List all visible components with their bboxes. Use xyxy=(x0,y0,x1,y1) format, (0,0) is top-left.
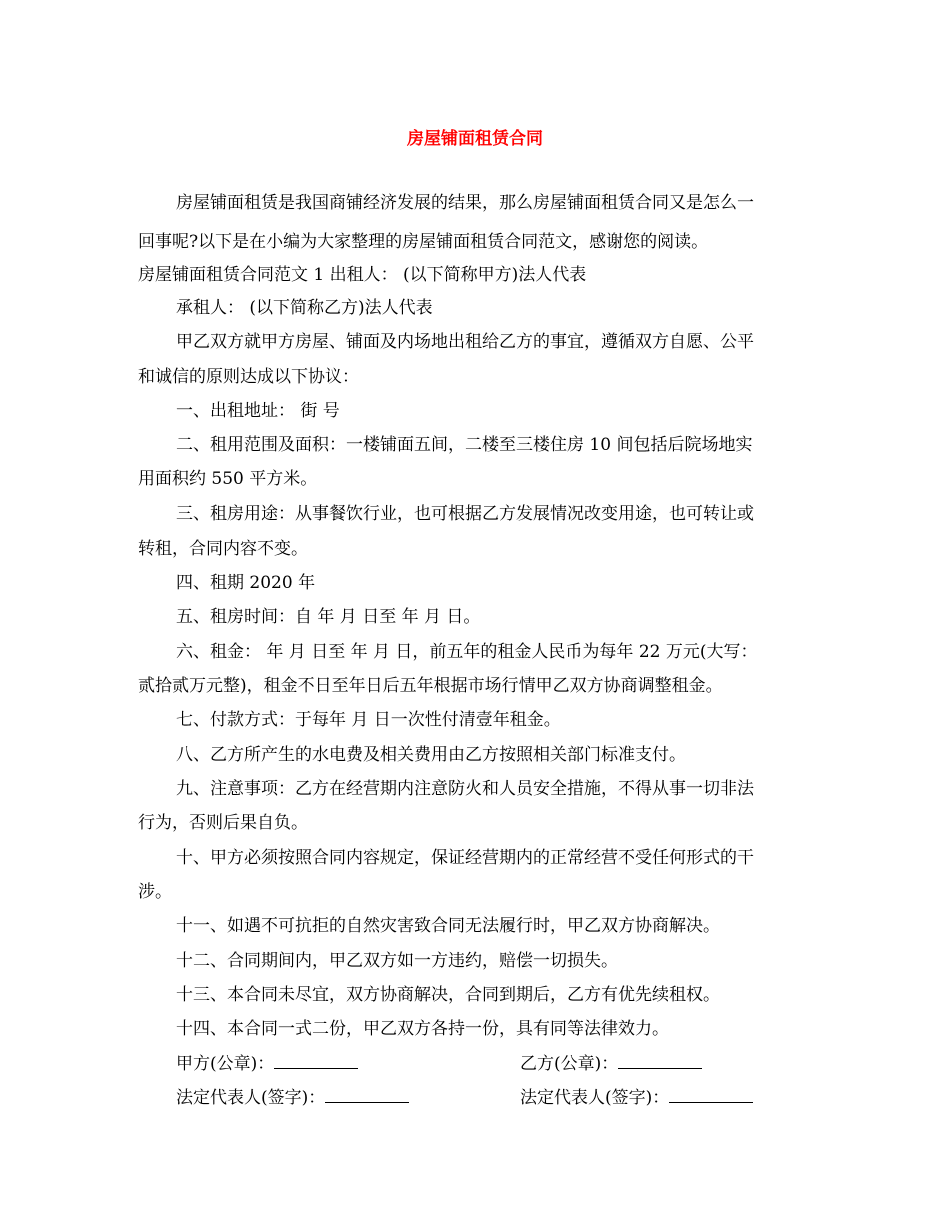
paragraph-line: 行为，否则后果自负。 xyxy=(138,813,308,833)
paragraph-line: 四、租期 2020 年 xyxy=(176,573,316,593)
paragraph-line: 五、租房时间：自 年 月 日至 年 月 日。 xyxy=(176,607,481,627)
paragraph-line: 七、付款方式：于每年 月 日一次性付清壹年租金。 xyxy=(176,710,561,730)
paragraph-line: 十四、本合同一式二份，甲乙双方各持一份，具有同等法律效力。 xyxy=(176,1019,669,1039)
paragraph-line: 甲乙双方就甲方房屋、铺面及内场地出租给乙方的事宜，遵循双方自愿、公平 xyxy=(176,332,754,352)
paragraph-line: 房屋铺面租赁合同范文 1 出租人： (以下简称甲方)法人代表 xyxy=(138,265,587,285)
party-a-seal-field xyxy=(176,1054,358,1074)
paragraph-line: 六、租金： 年 月 日至 年 月 日，前五年的租金人民币为每年 22 万元(大写： xyxy=(176,642,758,662)
party-a-seal-label: 甲方(公章)： xyxy=(176,1054,275,1074)
paragraph-line: 十二、合同期间内，甲乙双方如一方违约，赔偿一切损失。 xyxy=(176,951,618,971)
paragraph-line: 房屋铺面租赁是我国商铺经济发展的结果，那么房屋铺面租赁合同又是怎么一 xyxy=(176,193,754,213)
paragraph-line: 一、出租地址： 街 号 xyxy=(176,401,340,421)
paragraph-line: 九、注意事项：乙方在经营期内注意防火和人员安全措施，不得从事一切非法 xyxy=(176,779,754,799)
paragraph-line: 十、甲方必须按照合同内容规定，保证经营期内的正常经营不受任何形式的干 xyxy=(176,848,754,868)
party-b-seal-field xyxy=(520,1054,702,1074)
party-a-rep-label: 法定代表人(签字)： xyxy=(176,1088,326,1108)
paragraph-line: 十三、本合同未尽宜，双方协商解决，合同到期后，乙方有优先续租权。 xyxy=(176,985,720,1005)
paragraph-line: 三、租房用途：从事餐饮行业，也可根据乙方发展情况改变用途，也可转让或 xyxy=(176,504,754,524)
paragraph-line: 和诚信的原则达成以下协议： xyxy=(138,367,359,387)
paragraph-line: 贰拾贰万元整)，租金不日至年日后五年根据市场行情甲乙双方协商调整租金。 xyxy=(138,676,723,696)
party-b-rep-field xyxy=(520,1088,753,1108)
document-title: 房屋铺面租赁合同 xyxy=(407,129,543,149)
party-b-rep-label: 法定代表人(签字)： xyxy=(520,1088,670,1108)
party-b-seal-blank[interactable] xyxy=(618,1054,702,1069)
paragraph-line: 转租，合同内容不变。 xyxy=(138,539,308,559)
party-a-rep-field xyxy=(176,1088,409,1108)
paragraph-line: 涉。 xyxy=(138,882,172,902)
party-a-seal-blank[interactable] xyxy=(274,1054,358,1069)
party-b-seal-label: 乙方(公章)： xyxy=(520,1054,619,1074)
paragraph-line: 用面积约 550 平方米。 xyxy=(138,469,318,489)
paragraph-line: 八、乙方所产生的水电费及相关费用由乙方按照相关部门标准支付。 xyxy=(176,745,686,765)
paragraph-line: 承租人： (以下简称乙方)法人代表 xyxy=(176,298,433,318)
party-b-rep-blank[interactable] xyxy=(669,1088,753,1103)
paragraph-line: 回事呢?以下是在小编为大家整理的房屋铺面租赁合同范文，感谢您的阅读。 xyxy=(138,232,709,252)
paragraph-line: 十一、如遇不可抗拒的自然灾害致合同无法履行时，甲乙双方协商解决。 xyxy=(176,916,720,936)
party-a-rep-blank[interactable] xyxy=(325,1088,409,1103)
paragraph-line: 二、租用范围及面积：一楼铺面五间，二楼至三楼住房 10 间包括后院场地实 xyxy=(176,435,753,455)
